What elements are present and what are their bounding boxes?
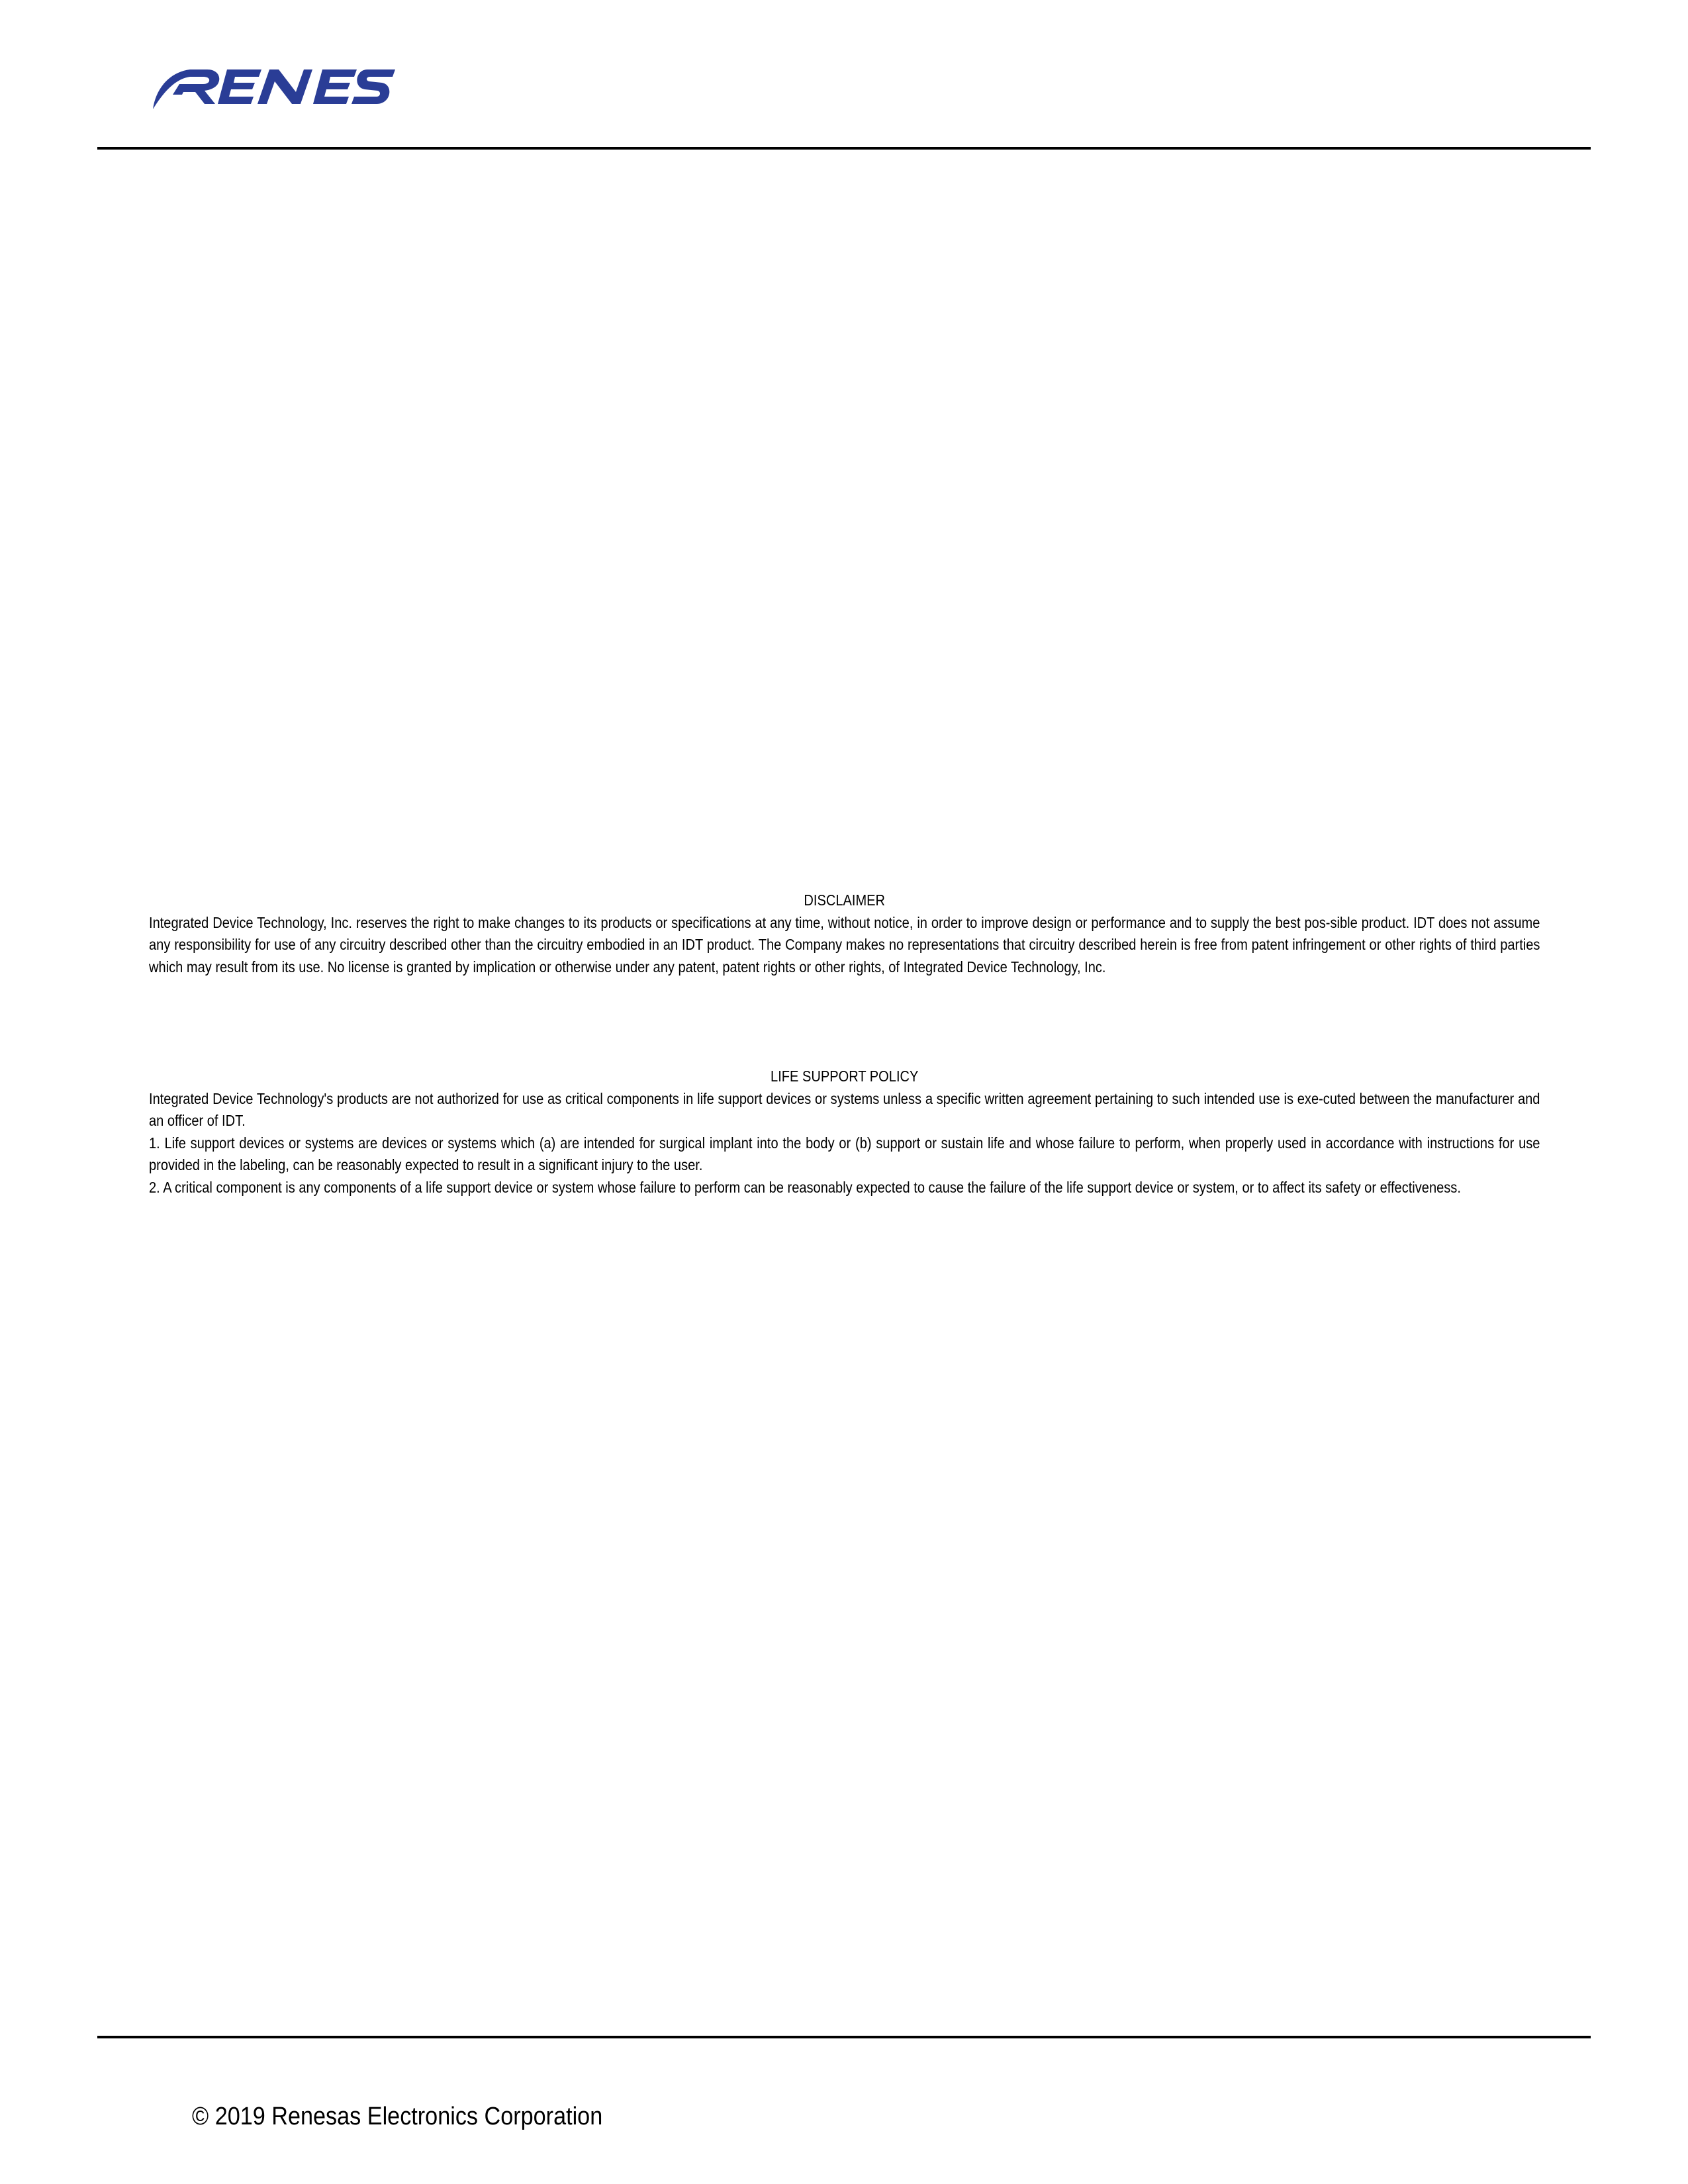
life-support-policy-item: 2. A critical component is any components of a life support device or system whose failure to perform can be reasonably expected to cause the failure of the life support device or system, or to affect its safety or effectiveness. <box>149 1178 1461 1196</box>
header-divider <box>97 147 1591 150</box>
footer-divider <box>97 2036 1591 2038</box>
life-support-policy-title: LIFE SUPPORT POLICY <box>771 1068 919 1085</box>
life-support-policy-item: 1. Life support devices or systems are devices or systems which (a) are intended for surgical implant into the body or (b) support or sustain life and whose failure to perform, when properly used in accordance with instructions for use provided in the labeling, can be reasonably expected to result in a significant injury to the user. <box>149 1134 1540 1173</box>
copyright-notice: © 2019 Renesas Electronics Corporation <box>192 2103 603 2130</box>
renesas-logo <box>149 63 400 111</box>
disclaimer-title: DISCLAIMER <box>804 891 886 909</box>
disclaimer-text: Integrated Device Technology, Inc. reserves the right to make changes to its products or specifications at any time, without notice, in order to improve design or performance and to supply the best pos-sible product. IDT does not assume any responsibility for use of any circuitry described other than the circuitry embodied in an IDT product. The Company makes no representations that circuitry described herein is free from patent infringement or other rights of third parties which may result from its use. No license is granted by implication or otherwise under any patent, patent rights or other rights, of Integrated Device Technology, Inc. <box>149 913 1540 976</box>
disclaimer-section <box>149 889 1540 978</box>
life-support-policy-intro: Integrated Device Technology's products are not authorized for use as critical components in life support devices or systems unless a specific written agreement pertaining to such intended use is exe-cuted between the manufacturer and an officer of IDT. <box>149 1089 1540 1129</box>
life-support-policy-section <box>149 1066 1540 1199</box>
